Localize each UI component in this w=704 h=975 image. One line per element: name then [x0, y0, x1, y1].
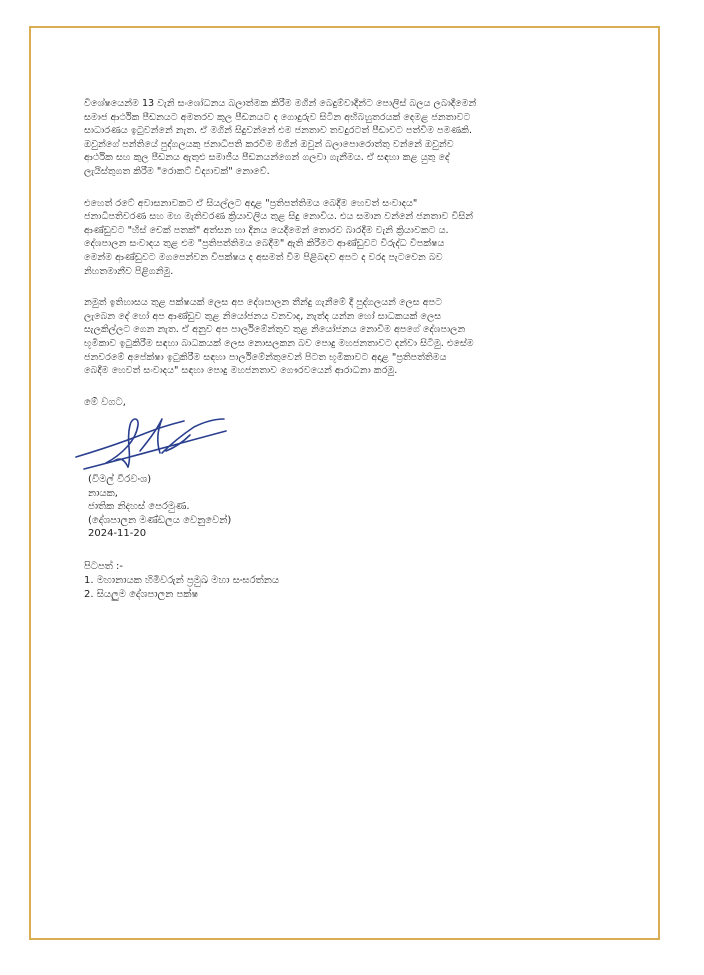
paragraph-line: ආණ්ඩුවට "හිස් චෙක් පතක්" අත්සන හා දිනය යෙදීමෙන් තොරව බාරදීම වැනි ක්‍රියාවකට ය.	[84, 224, 449, 236]
signatory-title: නායක,	[88, 487, 118, 499]
paragraph-2	[84, 197, 624, 279]
copies-item: 2. සියලුම දේශපාලන පක්ෂ	[84, 588, 199, 600]
signature	[84, 411, 624, 473]
paragraph-1	[84, 97, 624, 179]
signatory-name: (විමල් වීරවංශ)	[88, 474, 152, 486]
letter-body	[84, 97, 624, 601]
paragraph-line: ලැයිස්තුගත කිරීම "රොකට් විද්‍යාවක්" නොවේ.	[84, 165, 270, 177]
letter-date: 2024-11-20	[88, 527, 147, 539]
paragraph-line: මෙන්ම ආණ්ඩුවට මගපෙන්වන විපක්ෂය ද අසමත් වීම පිළිබඳව අපට ද වරද පැටවෙන බව	[84, 251, 443, 263]
paragraph-line: සාධාරණය ඉටුවන්නේ නැත. ඒ මගින් සිදුවන්නේ එම ජනතාව තවදුරටත් පීඩාවට පත්වීම පමණකි.	[84, 125, 473, 137]
paragraph-line: ජනවරමේ අපේක්ෂා ඉටුකිරීම සඳහා පාර්ලිමේන්තුවෙන් පිටත භූමිකාවට අදාළ "ප්‍රතිපත්තිමය	[84, 351, 447, 363]
paragraph-3	[84, 296, 624, 378]
paragraph-line: ජනාධිපතිවරණ සහ මහ මැතිවරණ ක්‍රියාවලිය තුළ සිදු නොවිය. එය සමාන වන්නේ ජනතාව විසින්	[84, 211, 474, 223]
signatory-party: ජාතික නිදහස් පෙරමුණ.	[88, 501, 190, 513]
paragraph-line: ආර්ථික සහ කුල පීඩනය ඇතුළු සමාජීය පීඩනයන්ගෙන් ගලවා ගැනීමය. ඒ සඳහා කළ යුතු දේ	[84, 152, 450, 164]
paragraph-line: ලැබෙන දේ හෝ අප ආණ්ඩුව තුළ නියෝජනය වනවාද, නැත්ද යන්න හෝ සාධකයක් ලෙස	[84, 310, 442, 322]
copies-section	[84, 560, 624, 601]
copies-item: 1. මහානායක හිමිවරුන් ප්‍රමුඛ මහා සංඝරත්නය	[84, 574, 280, 586]
paragraph-line: නිහතමානීව පිළිගනිමු.	[84, 265, 174, 277]
signature-scribble	[66, 411, 266, 473]
paragraph-line: සැලකිල්ලට ගෙන නැත. ඒ අනුව අප පාර්ලිමේන්තුව තුළ නියෝජනය නොවීම අපගේ දේශපාලන	[84, 324, 466, 336]
paragraph-line: භූමිකාව ඉටුකිරීම සඳහා බාධකයක් ලෙස නොසලකන බව පොදු මහජනතාවට දන්වා සිටිමු. එසේම	[84, 337, 474, 349]
paragraph-line: බෙදීම හෙවත් සංවාදය" සඳහා පොදු මහජනතාව ගෞරවයෙන් ආරාධනා කරමු.	[84, 365, 398, 377]
paragraph-line: විශේෂයෙන්ම 13 වැනි සංශෝධනය බලාත්මක කිරීම මගින් බෙදුම්වාදීන්ට පොලිස් බලය ලබාදීමෙන්	[84, 98, 477, 109]
signatory-block	[88, 473, 624, 540]
paragraph-line: දේශපාලන සංවාදය තුළ එම "ප්‍රතිපත්තිමය බෙදීම" ඇති කිරීමට ආණ්ඩුවට විරුද්ධ විපක්ෂය	[84, 238, 445, 250]
closing-line: මේ වගට,	[84, 396, 126, 408]
copies-heading: පිටපත් :-	[84, 561, 124, 573]
paragraph-line: සමාජ ආර්ථික පීඩනයට අමතරව කුල පීඩනයට ද ගොදුරුව සිටින අභිබහුතරයක් දෙමළ ජනතාවට	[84, 111, 471, 123]
paragraph-line: ඔවුන්ගේ පන්තියේ පුද්ගලයකු ජනාධිපති කරවීම මගින් ඔවුන් බලාපොරොත්තු වන්නේ ඔවුන්ව	[84, 138, 454, 150]
paragraph-line: එහෙත් රටේ අවාසනාවකට ඒ සියල්ලට අදාළ "ප්‍රතිපත්තිමය බෙදීම හෙවත් සංවාදය"	[84, 197, 418, 209]
signatory-on-behalf: (දේශපාලන මණ්ඩලය වෙනුවෙන්)	[88, 514, 232, 526]
paragraph-line: නමුත් ඉතිහාසය තුළ පක්ෂයක් ලෙස අප දේශපාලන තීන්දු ගැනීමේ දී පුද්ගලයන් ලෙස අපට	[84, 297, 443, 309]
